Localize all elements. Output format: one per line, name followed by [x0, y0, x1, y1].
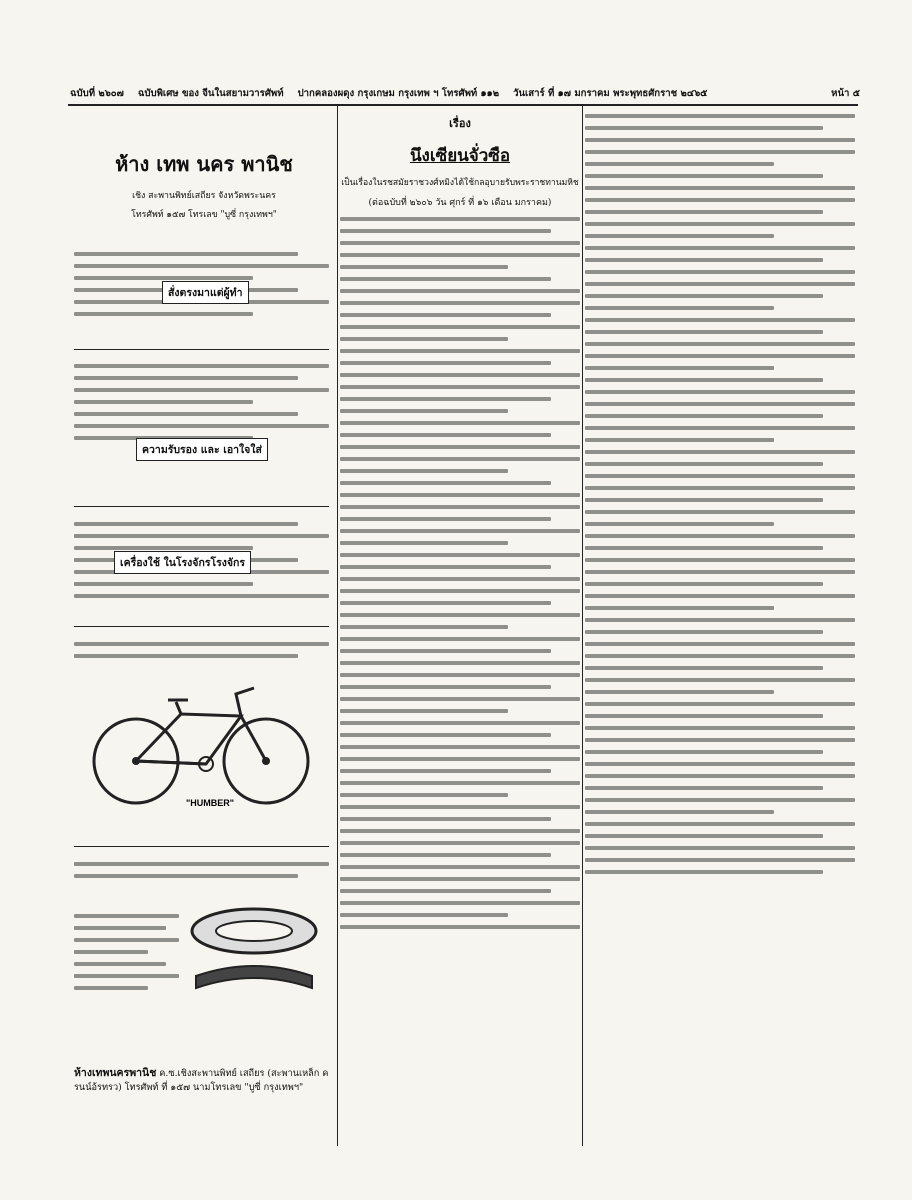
text-line: [585, 162, 774, 166]
shop-name: ห้าง เทพ นคร พานิช: [115, 152, 293, 176]
text-line: [74, 276, 253, 280]
text-line: [585, 870, 823, 874]
text-line: [340, 349, 580, 353]
text-line: [585, 678, 855, 682]
story-continued-body: [585, 114, 855, 874]
text-line: [74, 400, 253, 404]
text-line: [585, 174, 823, 178]
text-line: [340, 601, 551, 605]
text-line: [585, 402, 855, 406]
text-line: [585, 366, 774, 370]
text-line: [74, 594, 329, 598]
story-title: นึงเซียนจั่วซือ: [409, 146, 511, 166]
text-line: [340, 865, 580, 869]
text-line: [585, 474, 855, 478]
text-line: [585, 630, 823, 634]
text-line: [340, 925, 580, 929]
text-line: [585, 858, 855, 862]
text-line: [585, 342, 855, 346]
ad-footer: [74, 1066, 329, 1095]
text-line: [585, 198, 855, 202]
text-line: [340, 421, 580, 425]
text-line: [340, 541, 508, 545]
text-line: [74, 534, 329, 538]
text-line: [585, 822, 855, 826]
text-line: [585, 558, 855, 562]
text-line: [340, 877, 580, 881]
section-rule: [74, 846, 329, 847]
text-line: [74, 938, 179, 942]
text-line: [585, 606, 774, 610]
tire-illustration: [184, 896, 324, 1016]
text-line: [585, 714, 823, 718]
text-line: [340, 625, 508, 629]
text-line: [585, 390, 855, 394]
text-line: [340, 229, 551, 233]
text-line: [585, 438, 774, 442]
text-line: [585, 738, 855, 742]
text-line: [585, 138, 855, 142]
text-line: [340, 805, 580, 809]
bicycle-brand-label: [186, 798, 234, 808]
text-line: [340, 661, 580, 665]
text-line: [74, 974, 179, 978]
text-line: [585, 834, 823, 838]
text-line: [74, 312, 253, 316]
text-line: [585, 450, 855, 454]
text-line: [340, 913, 508, 917]
text-line: [585, 810, 774, 814]
text-line: [340, 481, 551, 485]
text-line: [340, 505, 580, 509]
text-line: [340, 649, 551, 653]
text-line: [585, 534, 855, 538]
section-rule: [74, 349, 329, 350]
text-line: [340, 781, 580, 785]
text-line: [74, 376, 298, 380]
text-line: [340, 589, 580, 593]
text-line: [585, 378, 823, 382]
text-line: [585, 654, 855, 658]
text-line: [340, 277, 551, 281]
text-line: [340, 397, 551, 401]
text-line: [585, 426, 855, 430]
text-line: [340, 745, 580, 749]
story-subtitle: เป็นเรื่องในรชสมัยราชวงศ์หมิงได้ใช้กลอุบายรับพระราชทานมหิช: [341, 178, 579, 188]
text-line: [585, 222, 855, 226]
issue-number: ฉบับที่ ๒๖๐๗: [70, 87, 124, 99]
text-line: [585, 486, 855, 490]
text-line: [340, 769, 551, 773]
text-line: [340, 265, 508, 269]
text-line: [340, 793, 508, 797]
text-line: [74, 862, 329, 866]
text-line: [340, 637, 580, 641]
text-line: [340, 841, 580, 845]
text-line: [585, 498, 823, 502]
text-line: [340, 325, 580, 329]
page-number: หน้า ๕: [831, 87, 860, 99]
column-rule-1: [337, 106, 338, 1146]
text-line: [340, 529, 580, 533]
text-line: [585, 846, 855, 850]
text-line: [340, 373, 580, 377]
text-line: [585, 318, 855, 322]
text-line: [585, 330, 823, 334]
text-line: [340, 457, 580, 461]
text-line: [340, 889, 551, 893]
text-line: [340, 697, 580, 701]
text-line: [585, 282, 855, 286]
text-line: [585, 786, 823, 790]
text-line: [74, 424, 329, 428]
text-line: [585, 270, 855, 274]
text-line: [340, 829, 580, 833]
text-line: [585, 126, 823, 130]
text-line: [585, 294, 823, 298]
text-line: [74, 522, 298, 526]
text-line: [585, 702, 855, 706]
text-line: [340, 313, 551, 317]
text-line: [340, 673, 580, 677]
text-line: [585, 750, 823, 754]
text-line: [585, 546, 823, 550]
text-line: [340, 433, 551, 437]
text-line: [74, 582, 253, 586]
story-column: [340, 106, 580, 1148]
text-line: [585, 306, 774, 310]
publisher-address: ปากคลองผดุง กรุงเกษม กรุงเทพ ฯ โทรศัพท์ ๑๑๒: [297, 87, 500, 99]
text-line: [340, 853, 551, 857]
special-edition: ฉบับพิเศษ ของ จีนในสยามวารศัพท์: [137, 87, 284, 99]
text-line: [585, 522, 774, 526]
ad-text-block-5: [74, 854, 329, 886]
text-line: [585, 246, 855, 250]
text-line: [340, 445, 580, 449]
story-continuation: (ต่อฉบับที่ ๒๖๐๖ วัน ศุกร์ ที่ ๑๖ เดือน มกราคม): [368, 198, 552, 208]
text-line: [74, 264, 329, 268]
column-rule-2: [582, 106, 583, 1146]
text-line: [585, 582, 823, 586]
text-line: [340, 289, 580, 293]
text-line: [340, 685, 551, 689]
ad-text-block-4: [74, 634, 329, 666]
text-line: [340, 901, 580, 905]
text-line: [585, 258, 823, 262]
text-line: [585, 354, 855, 358]
text-line: [340, 409, 508, 413]
text-line: [585, 114, 855, 118]
text-line: [74, 914, 179, 918]
text-line: [340, 493, 580, 497]
bicycle-illustration: [86, 666, 316, 816]
text-line: [585, 666, 823, 670]
footer-shop-name: ห้างเทพนครพานิช: [74, 1067, 157, 1079]
story-continued-column: [585, 106, 855, 1148]
ad-box-guarantee: ความรับรอง และ เอาใจใส่: [136, 438, 268, 461]
text-line: [585, 642, 855, 646]
text-line: [585, 510, 855, 514]
text-line: [74, 642, 329, 646]
story-kicker: เรื่อง: [449, 117, 471, 130]
text-line: [340, 361, 551, 365]
text-line: [585, 570, 855, 574]
footer-text: ค.ซ.เชิงสะพานพิทย์ เสถียร (สะพานเหล็ก ครนน์อ้รทรว) โทรศัพท์ ที่ ๑๕๗ นามโทรเลข "บูซี่ กรุงเทพฯ": [74, 1068, 329, 1094]
shop-phone: โทรศัพท์ ๑๕๗ โทรเลข "บูซี่ กรุงเทพฯ": [131, 209, 277, 220]
text-line: [74, 546, 253, 550]
text-line: [74, 412, 298, 416]
text-line: [585, 186, 855, 190]
text-line: [340, 565, 551, 569]
text-line: [340, 613, 580, 617]
ad-text-block-2: [74, 356, 329, 448]
text-line: [74, 926, 166, 930]
text-line: [340, 301, 580, 305]
section-rule: [74, 506, 329, 507]
text-line: [74, 986, 148, 990]
text-line: [585, 150, 855, 154]
text-line: [585, 726, 855, 730]
text-line: [74, 950, 148, 954]
story-body: [340, 217, 580, 929]
advertisement-column: [74, 106, 334, 1148]
text-line: [340, 817, 551, 821]
text-line: [585, 594, 855, 598]
text-line: [340, 553, 580, 557]
text-line: [340, 577, 580, 581]
text-line: [340, 253, 580, 257]
text-line: [74, 654, 298, 658]
text-line: [340, 469, 508, 473]
text-line: [340, 721, 580, 725]
text-line: [74, 388, 329, 392]
section-rule: [74, 626, 329, 627]
text-line: [585, 774, 855, 778]
text-line: [585, 414, 823, 418]
text-line: [585, 234, 774, 238]
text-line: [74, 364, 329, 368]
page-header: [70, 84, 860, 102]
text-line: [74, 252, 298, 256]
text-line: [585, 210, 823, 214]
text-line: [340, 733, 551, 737]
shop-address: เชิง สะพานพิทย์เสถียร จังหวัดพระนคร: [132, 191, 276, 201]
text-line: [74, 874, 298, 878]
text-line: [340, 517, 551, 521]
text-line: [585, 762, 855, 766]
ad-text-block-6: [74, 906, 179, 998]
text-line: [340, 757, 580, 761]
text-line: [340, 709, 508, 713]
text-line: [585, 462, 823, 466]
ad-box-direct-from-maker: สั่งตรงมาแต่ผู้ทำ: [162, 281, 249, 304]
ad-box-machinery: เครื่องใช้ ในโรงจักรโรงจักร: [114, 551, 251, 574]
svg-text:"HUMBER": "HUMBER": [186, 798, 235, 808]
publish-date: วันเสาร์ ที่ ๑๗ มกราคม พระพุทธศักราช ๒๔๖๕: [513, 87, 708, 99]
text-line: [340, 385, 580, 389]
text-line: [585, 690, 774, 694]
text-line: [585, 798, 855, 802]
text-line: [340, 217, 580, 221]
text-line: [74, 962, 166, 966]
text-line: [340, 337, 508, 341]
text-line: [585, 618, 855, 622]
text-line: [340, 241, 580, 245]
